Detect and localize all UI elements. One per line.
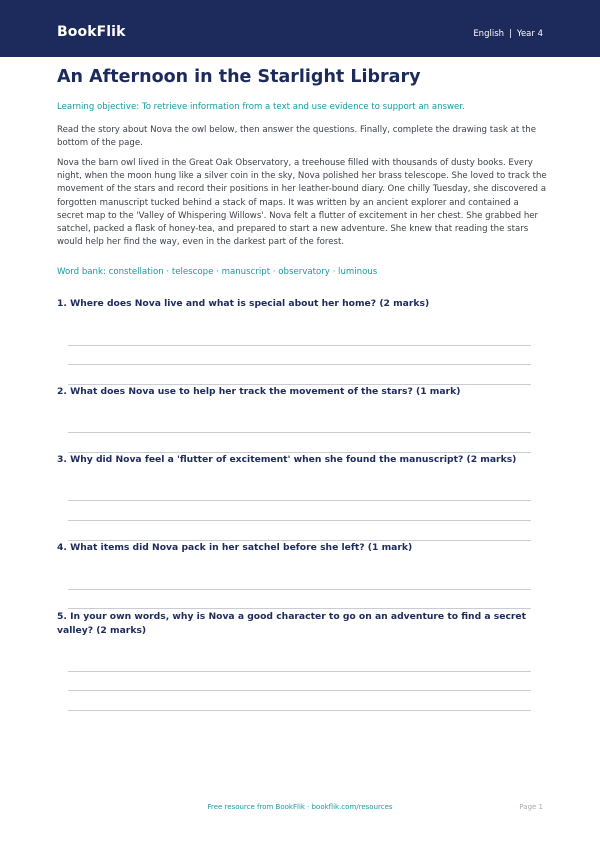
year-label: Year 4	[516, 29, 543, 39]
answer-line[interactable]	[68, 432, 531, 433]
page-title: An Afternoon in the Starlight Library	[57, 67, 421, 87]
answer-line[interactable]	[68, 364, 531, 365]
answer-line[interactable]	[68, 520, 531, 521]
word-bank: Word bank: constellation · telescope · manuscript · observatory · luminous	[57, 267, 378, 277]
question-4: 4. What items did Nova pack in her satchel before she left? (1 mark)	[57, 542, 413, 553]
page-number: Page 1	[519, 803, 543, 811]
header-bar	[0, 0, 600, 57]
subject-meta	[473, 28, 543, 40]
question-5: 5. In your own words, why is Nova a good character to go on an adventure to find a secret valley? (2 marks)	[57, 611, 527, 636]
footer-resource-link[interactable]: Free resource from BookFlik · bookflik.com/resources	[207, 803, 393, 811]
answer-line[interactable]	[68, 671, 531, 672]
brand-logo: BookFlik	[57, 24, 126, 40]
answer-line[interactable]	[68, 710, 531, 711]
question-2: 2. What does Nova use to help her track the movement of the stars? (1 mark)	[57, 386, 461, 397]
answer-line[interactable]	[68, 690, 531, 691]
learning-objective: Learning objective: To retrieve information from a text and use evidence to support an answer.	[57, 102, 465, 112]
subject-label: English	[473, 29, 505, 39]
meta-separator: |	[509, 29, 512, 39]
answer-line[interactable]	[68, 500, 531, 501]
story-text: Nova the barn owl lived in the Great Oak Observatory, a treehouse filled with thousands of dusty books. Every night, when the moon hung like a silver coin in the sky, Nova polished her brass telescope. She loved to track the movement of the stars and record their positions in her leather-bound diary. One chilly Tuesday, she discovered a forgotten manuscript tucked behind a stack of maps. It was written by an ancient explorer and contained a secret map to the 'Valley of Whispering Willows'. Nova felt a flutter of excitement in her chest. She grabbed her satchel, packed a flask of honey-tea, and prepared to start a new adventure. She knew that reading the stars would help her find the way, even in the darkest part of the forest.	[57, 158, 547, 248]
question-1: 1. Where does Nova live and what is special about her home? (2 marks)	[57, 298, 430, 309]
answer-line[interactable]	[68, 345, 531, 346]
instructions-text: Read the story about Nova the owl below, then answer the questions. Finally, complete the drawing task at the bottom of the page.	[57, 125, 537, 149]
answer-line[interactable]	[68, 608, 531, 609]
answer-line[interactable]	[68, 589, 531, 590]
question-3: 3. Why did Nova feel a 'flutter of excitement' when she found the manuscript? (2 marks)	[57, 454, 517, 465]
